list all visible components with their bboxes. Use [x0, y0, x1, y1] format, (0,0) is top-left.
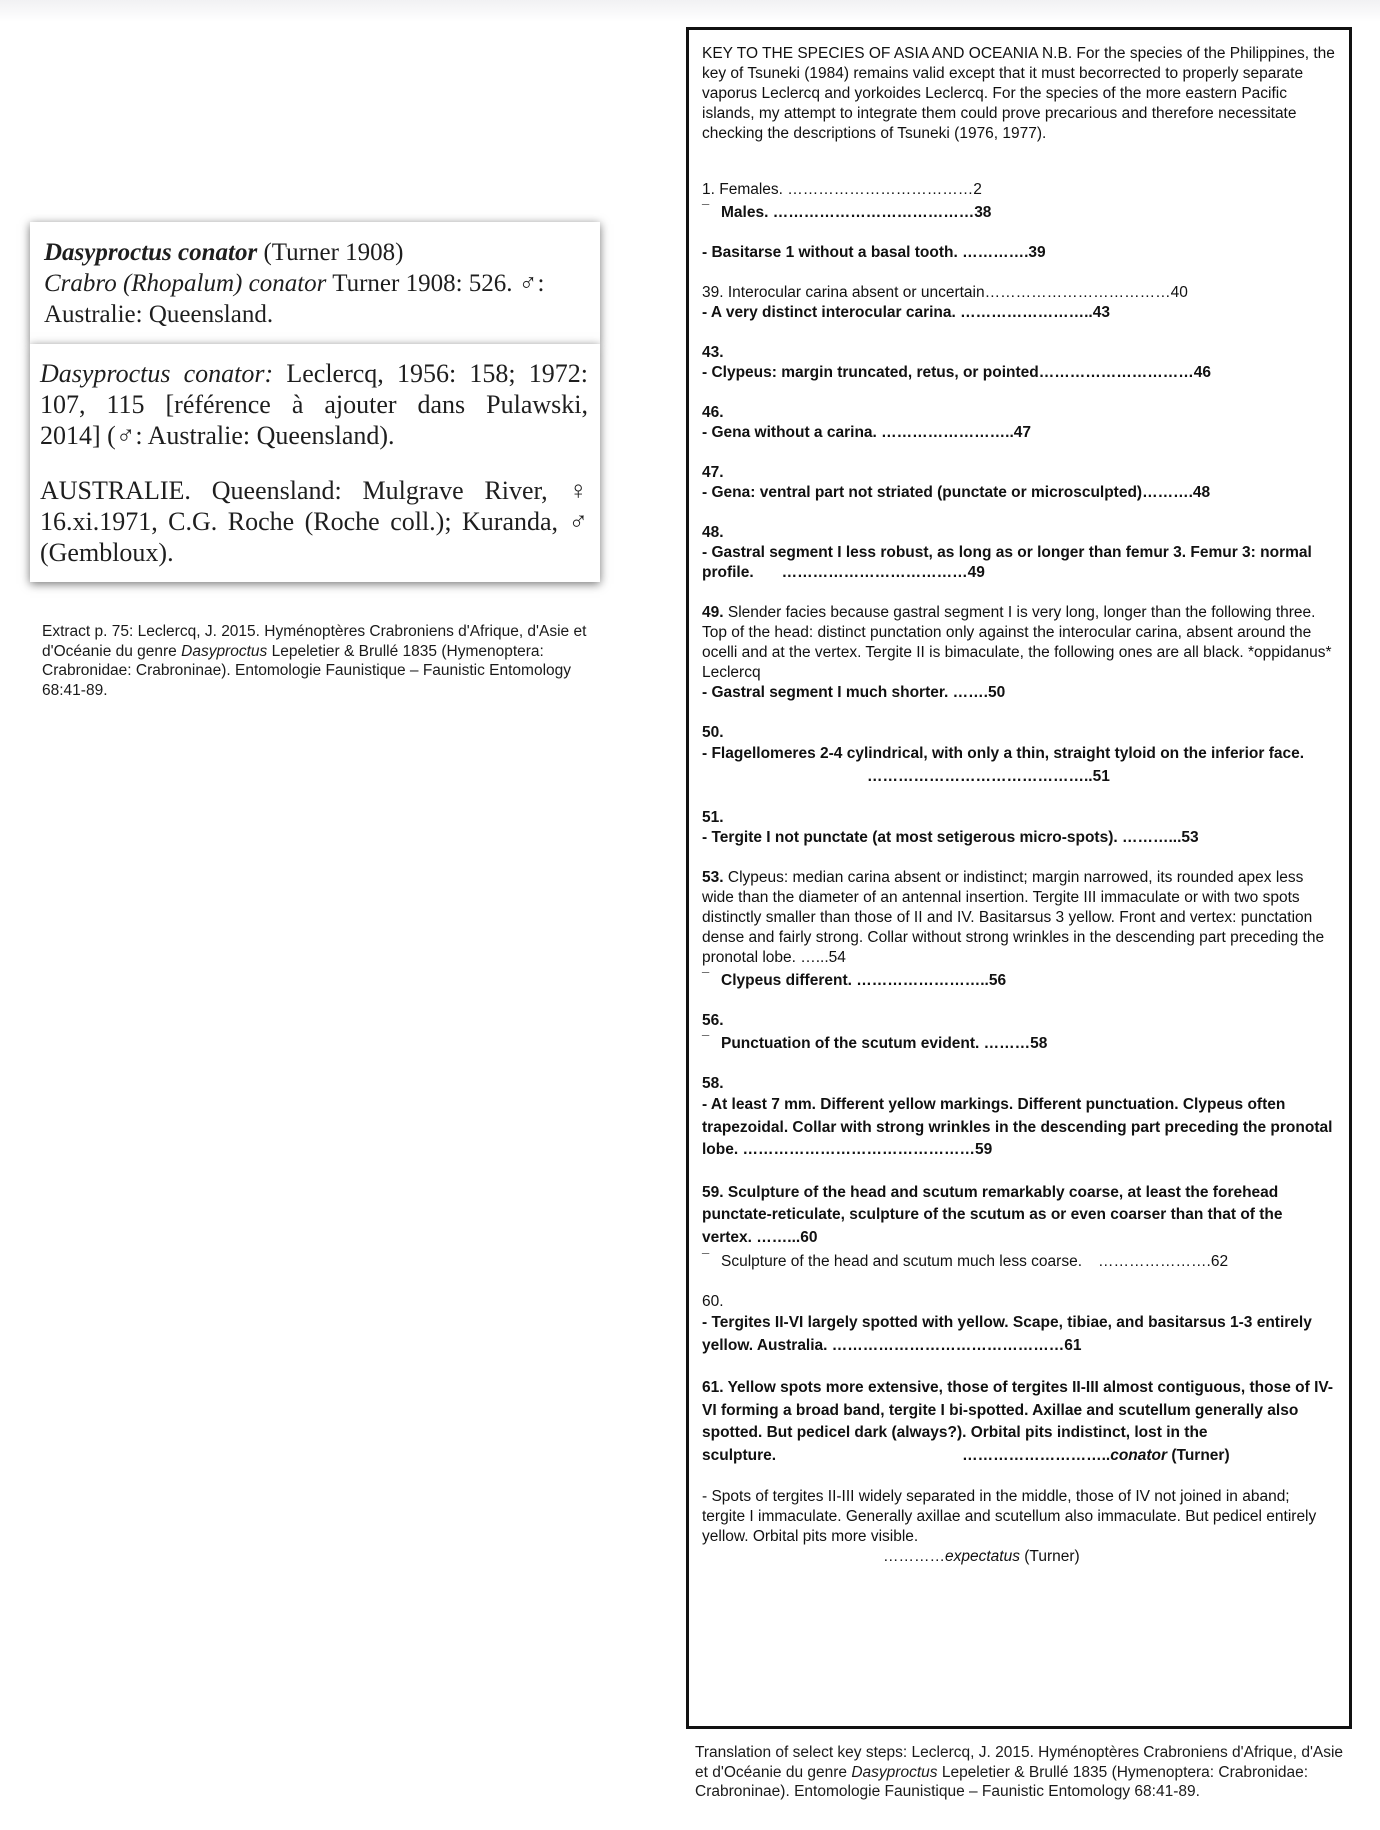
dash-marker: ¯ [702, 202, 710, 217]
key-couplet-61a-end: sculpture. [702, 1446, 777, 1464]
key-lead-61: ……………………….. [962, 1446, 1111, 1464]
species-heading [44, 237, 588, 268]
key-couplet-1b: Males. …………………………………38 [721, 204, 992, 221]
key-couplet-43: - Clypeus: margin truncated, retus, or pointed…………………………46 [702, 364, 1211, 381]
material-line-3: (Gembloux). [40, 538, 174, 567]
excerpt-caption: Extract p. 75: Leclercq, J. 2015. Hyménoptères Crabroniens d'Afrique, d'Asie et d'Océanie du genre Dasyproctus Lepeletier & Brullé 1835 (Hymenoptera: Crabronidae: Crabroninae). Entomologie Faunistique – Faunistic Entomology 68:41-89. [42, 623, 587, 699]
key-step-47 [702, 463, 1335, 503]
synonymy-line-1 [40, 358, 588, 389]
key-step-61 [702, 1377, 1335, 1567]
key-number-60: 60. [702, 1293, 724, 1310]
key-couplet-60: - Tergites II-VI largely spotted with yellow. Scape, tibiae, and basitarsus 1-3 entirely yellow. Australia. ………………………………………61 [702, 1314, 1312, 1354]
key-step-60 [702, 1292, 1335, 1357]
key-step-38 [702, 243, 1335, 263]
dash-marker: ¯ [702, 1251, 710, 1266]
key-couplet-61b: - Spots of tergites II-III widely separated in the middle, those of IV not joined in aband; tergite I immaculate. Generally axillae and scutellum also immaculate. But pedicel entirely yellow. Orbital pits more visible. [702, 1488, 1317, 1545]
material-line-2: 16.xi.1971, C.G. Roche (Roche coll.); Kuranda, ♂ [40, 507, 588, 536]
key-step-39 [702, 283, 1335, 323]
key-step-58 [702, 1074, 1335, 1162]
key-couplet-59a: 59. Sculpture of the head and scutum remarkably coarse, at least the forehead punctate-reticulate, sculpture of the scutum as or even coarser than that of the vertex. ……...60 [702, 1183, 1283, 1246]
key-number-48: 48. [702, 524, 724, 541]
key-couplet-39a: 39. Interocular carina absent or uncertain………………………………40 [702, 284, 1188, 301]
identification-key [686, 27, 1352, 1729]
key-number-46: 46. [702, 404, 724, 421]
taxon-expectatus-author: (Turner) [1019, 1548, 1080, 1565]
taxon-conator: conator [1110, 1446, 1168, 1464]
key-number-43: 43. [702, 344, 724, 361]
key-number-47: 47. [702, 464, 724, 481]
excerpt-records-box [30, 344, 600, 582]
species-author: (Turner 1908) [257, 239, 404, 266]
key-couplet-49a: Slender facies because gastral segment I is very long, longer than the following three. Top of the head: distinct punctation only against the interocular carina, absent around the ocelli and at the vertex. Tergite II is bimaculate, the following ones are all black. *oppidanus* Leclercq [702, 604, 1332, 681]
key-number-53: 53. [702, 869, 724, 886]
key-number-56: 56. [702, 1012, 724, 1029]
key-step-1 [702, 180, 1335, 223]
key-number-51: 51. [702, 809, 724, 826]
key-couplet-53a: Clypeus: median carina absent or indistinct; margin narrowed, its rounded apex less wide than the diameter of an antennal insertion. Tergite III immaculate or with two spots distinctly smaller than those of II and IV. Basitarsus 3 yellow. Front and vertex: punctation dense and fairly strong. Collar without strong wrinkles in the descending part preceding the pronotal lobe. …...54 [702, 869, 1325, 966]
key-step-48 [702, 523, 1335, 583]
synonymy-line-3: 2014] (♂: Australie: Queensland). [40, 421, 395, 450]
key-couplet-56: Punctuation of the scutum evident. ………58 [721, 1035, 1048, 1052]
key-couplet-50: - Flagellomeres 2-4 cylindrical, with only a thin, straight tyloid on the inferior face. [702, 745, 1305, 762]
key-step-43 [702, 343, 1335, 383]
scanned-excerpt [30, 222, 600, 582]
key-lead-48: ………………………………49 [781, 564, 985, 581]
key-lead-59b: ………………….62 [1098, 1253, 1229, 1270]
key-step-46 [702, 403, 1335, 443]
key-couplet-38: - Basitarse 1 without a basal tooth. ………….39 [702, 244, 1046, 261]
synonymy-line-2: 107, 115 [référence à ajouter dans Pulawski, [40, 390, 588, 419]
excerpt-heading-box [30, 222, 600, 344]
synonymy-name: Dasyproctus conator: [40, 359, 274, 388]
species-name: Dasyproctus conator [44, 239, 258, 266]
key-couplet-58: - At least 7 mm. Different yellow markings. Different punctuation. Clypeus often trapezoidal. Collar with strong wrinkles in the descending part preceding the pronotal lobe. ………………………………………59 [702, 1096, 1333, 1158]
dash-marker: ¯ [702, 1033, 710, 1048]
key-lead-61b: ………… [883, 1548, 945, 1565]
key-step-59 [702, 1182, 1335, 1273]
key-couplet-53b: Clypeus different. ……………………..56 [721, 972, 1007, 989]
key-couplet-61a: 61. Yellow spots more extensive, those of tergites II-III almost contiguous, those of IV-VI forming a broad band, tergite I bi-spotted. Axillae and scutellum generally also spotted. But pedicel dark (always?). Orbital pits indistinct, lost in the [702, 1379, 1334, 1441]
key-couplet-1a: 1. Females. ………………………………2 [702, 181, 982, 198]
key-step-50 [702, 723, 1335, 788]
key-couplet-39b: - A very distinct interocular carina. ……………………..43 [702, 304, 1110, 321]
key-caption: Translation of select key steps: Leclercq, J. 2015. Hyménoptères Crabroniens d'Afrique, d'Asie et d'Océanie du genre Dasyproctus Lepeletier & Brullé 1835 (Hymenoptera: Crabronidae: Crabroninae). Entomologie Faunistique – Faunistic Entomology 68:41-89. [695, 1744, 1344, 1800]
key-couplet-49b: - Gastral segment I much shorter. …….50 [702, 684, 1006, 701]
dash-marker: ¯ [702, 970, 710, 985]
key-couplet-59b: Sculpture of the head and scutum much less coarse. [721, 1253, 1083, 1270]
key-step-53 [702, 868, 1335, 991]
key-couplet-48: - Gastral segment I less robust, as long as or longer than femur 3. Femur 3: normal profile. [702, 544, 1312, 581]
original-combination-line [44, 268, 588, 299]
original-citation: Turner 1908: 526. ♂: [326, 270, 545, 297]
taxon-expectatus: expectatus [945, 1548, 1020, 1565]
synonymy-citation: Leclercq, 1956: 158; 1972: [273, 359, 588, 388]
key-step-56 [702, 1011, 1335, 1054]
key-intro: KEY TO THE SPECIES OF ASIA AND OCEANIA N.B. For the species of the Philippines, the key of Tsuneki (1984) remains valid except that it must becorrected to properly separate vaporus Leclercq and yorkoides Leclercq. For the species of the more eastern Pacific islands, my attempt to integrate them could prove precarious and therefore necessitate checking the descriptions of Tsuneki (1976, 1977). [702, 45, 1335, 142]
top-fade [0, 0, 1380, 22]
key-number-50: 50. [702, 724, 724, 741]
original-combination: Crabro (Rhopalum) conator [44, 270, 327, 297]
key-step-49 [702, 603, 1335, 703]
taxon-conator-author: (Turner) [1167, 1446, 1230, 1464]
key-step-51 [702, 808, 1335, 848]
key-lead-50: ……………………………………..51 [867, 767, 1110, 785]
type-locality: Australie: Queensland. [44, 301, 274, 328]
material-line-1: AUSTRALIE. Queensland: Mulgrave River, ♀ [40, 476, 588, 505]
key-couplet-47: - Gena: ventral part not striated (punctate or microsculpted)……….48 [702, 484, 1211, 501]
key-number-49: 49. [702, 604, 724, 621]
key-couplet-51: - Tergite I not punctate (at most setigerous micro-spots). ………...53 [702, 829, 1199, 846]
key-couplet-46: - Gena without a carina. ……………………..47 [702, 424, 1031, 441]
key-number-58: 58. [702, 1075, 724, 1092]
